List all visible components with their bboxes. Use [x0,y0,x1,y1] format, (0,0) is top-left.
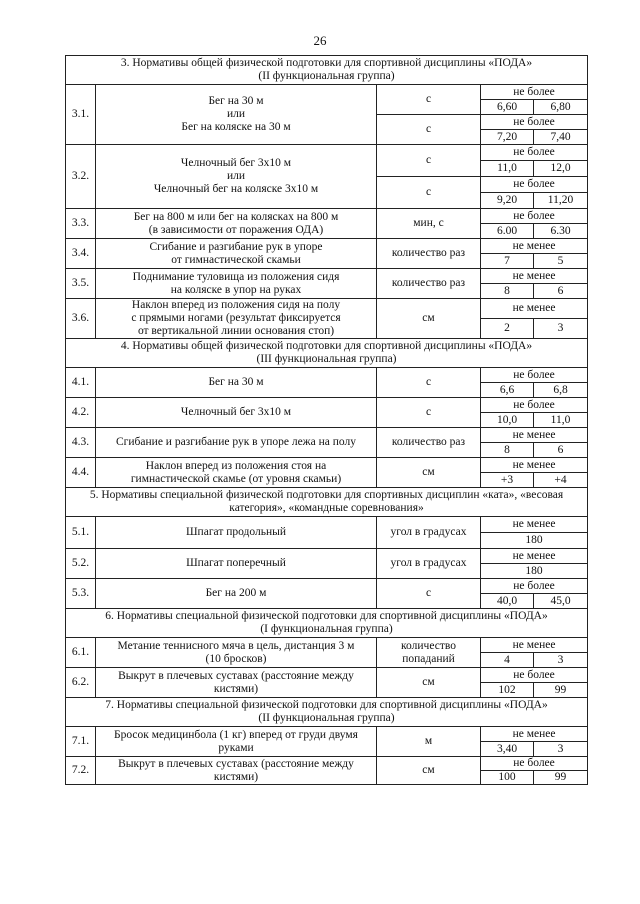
row-number: 3.3. [66,209,96,239]
standards-table [65,55,588,785]
row-number: 3.1. [66,85,96,145]
section-subtitle: (III функциональная группа) [256,353,397,365]
standard-name-line: Бег на коляске на 30 м [181,121,291,133]
standard-name-line: Поднимание туловища из положения сидя [132,270,340,283]
condition: не более [481,145,588,161]
row-number: 3.6. [66,299,96,339]
condition: не более [481,85,588,100]
value: 10,0 [481,413,534,428]
value: 7,40 [534,130,588,145]
section-title [66,339,588,368]
value: 5 [534,254,588,269]
value: 6 [534,284,588,299]
standard-name-line: (в зависимости от поражения ОДА) [148,223,324,236]
standard-name [96,85,377,145]
row-number: 6.1. [66,638,96,668]
standard-name [96,517,377,549]
standard-row [66,299,588,319]
section-subtitle: (II функциональная группа) [258,70,395,82]
standard-name [96,757,377,785]
standard-name-line: кистями) [213,682,259,695]
standard-name-line: от гимнастической скамьи [171,253,301,266]
value: 180 [481,564,588,579]
standard-name-line: Челночный бег 3х10 м [180,406,292,418]
unit: количество попаданий [377,638,481,668]
standard-name [96,209,377,239]
row-number: 5.3. [66,579,96,609]
section-header-row [66,698,588,727]
unit: с [377,115,481,145]
row-number: 4.4. [66,458,96,488]
condition: не более [481,368,588,383]
value: 7,20 [481,130,534,145]
value: 40,0 [481,594,534,609]
standard-name [96,549,377,579]
condition: не более [481,115,588,130]
standard-name-line: Сгибание и разгибание рук в упоре [149,240,323,253]
value: 6,60 [481,100,534,115]
section-header-row [66,339,588,368]
unit: с [377,177,481,209]
unit: угол в градусах [377,549,481,579]
section-title-text: 6. Нормативы специальной физической подготовки для спортивной дисциплины «ПОДА» [105,610,548,622]
section-subtitle: (I функциональная группа) [260,623,393,635]
value: 12,0 [534,161,588,177]
value: 7 [481,254,534,269]
standard-name [96,368,377,398]
value: 9,20 [481,193,534,209]
value: 99 [534,771,588,785]
standard-name-line: Наклон вперед из положения сидя на полу [131,299,341,311]
standard-name-line: Шпагат продольный [185,526,287,538]
row-number: 4.3. [66,428,96,458]
value: +4 [534,473,588,488]
condition: не менее [481,428,588,443]
value: 180 [481,533,588,549]
standard-row [66,368,588,383]
section-header-row [66,609,588,638]
standard-name-line: Сгибание и разгибание рук в упоре лежа на полу [116,436,356,448]
section-title [66,488,588,517]
standard-name-line: кистями) [213,770,259,783]
row-number: 5.2. [66,549,96,579]
value: +3 [481,473,534,488]
value: 6,6 [481,383,534,398]
standard-name [96,458,377,488]
value: 102 [481,683,534,698]
value: 45,0 [534,594,588,609]
value: 6,8 [534,383,588,398]
condition: не менее [481,517,588,533]
row-number: 5.1. [66,517,96,549]
unit: количество раз [377,269,481,299]
standard-name [96,727,377,757]
standard-name-line: Бег на 30 м [208,376,264,388]
condition: не менее [481,269,588,284]
row-number: 3.2. [66,145,96,209]
condition: не менее [481,239,588,254]
row-number: 4.2. [66,398,96,428]
section-subtitle: (II функциональная группа) [258,712,395,724]
standard-name [96,668,377,698]
standard-name-line: Бег на 200 м [205,587,267,599]
condition: не менее [481,458,588,473]
standard-row [66,428,588,443]
condition: не более [481,757,588,771]
value: 6.00 [481,224,534,239]
standard-name-line: или [226,108,246,120]
standard-row [66,398,588,413]
standard-name-line: Бег на 30 м [208,95,264,107]
section-title [66,698,588,727]
condition: не менее [481,549,588,564]
row-number: 7.1. [66,727,96,757]
value: 3,40 [481,742,534,757]
unit: с [377,579,481,609]
standard-row [66,549,588,564]
standard-name-line: Бросок медицинбола (1 кг) вперед от груди двумя [114,728,358,741]
value: 4 [481,653,534,668]
unit: количество раз [377,239,481,269]
condition: не более [481,398,588,413]
standard-name-line: или [226,170,246,182]
standard-name-line: гимнастической скамье (от уровня скамьи) [130,472,342,485]
condition: не менее [481,727,588,742]
value: 8 [481,443,534,458]
standard-name-line: Выкрут в плечевых суставах (расстояние между [118,669,354,682]
unit: с [377,85,481,115]
standard-name [96,239,377,269]
condition: не более [481,177,588,193]
unit: с [377,368,481,398]
standard-name-line: руками [218,741,254,754]
standard-name-line: Шпагат поперечный [186,557,286,569]
standard-name-line: Челночный бег 3х10 м [180,157,292,169]
value: 8 [481,284,534,299]
unit: см [377,668,481,698]
standard-name [96,579,377,609]
row-number: 3.4. [66,239,96,269]
row-number: 7.2. [66,757,96,785]
standard-name-line: (10 бросков) [205,652,267,665]
value: 100 [481,771,534,785]
standard-row [66,517,588,533]
section-title-text: 3. Нормативы общей физической подготовки для спортивной дисциплины «ПОДА» [120,57,533,69]
standard-name [96,269,377,299]
standard-row [66,638,588,653]
standard-name [96,428,377,458]
value: 3 [534,319,588,339]
standard-row [66,85,588,100]
standard-row [66,727,588,742]
unit: см [377,299,481,339]
value: 11,0 [481,161,534,177]
value: 11,20 [534,193,588,209]
standard-name [96,145,377,209]
standard-row [66,269,588,284]
standard-name [96,638,377,668]
standard-name-line: Наклон вперед из положения стоя на [145,459,327,472]
section-title-text: 4. Нормативы общей физической подготовки для спортивной дисциплины «ПОДА» [120,340,533,352]
value: 2 [481,319,534,339]
value: 3 [534,653,588,668]
standard-row [66,239,588,254]
standard-name-line: с прямыми ногами (результат фиксируется [131,312,341,324]
unit: см [377,458,481,488]
row-number: 4.1. [66,368,96,398]
unit: с [377,398,481,428]
unit: см [377,757,481,785]
condition: не менее [481,299,588,319]
standard-name [96,398,377,428]
standard-row [66,209,588,224]
condition: не более [481,209,588,224]
condition: не более [481,579,588,594]
section-title [66,56,588,85]
row-number: 6.2. [66,668,96,698]
standard-name-line: от вертикальной линии основания стоп) [137,325,335,337]
section-title [66,609,588,638]
section-header-row [66,56,588,85]
value: 11,0 [534,413,588,428]
page-number: 26 [313,33,327,48]
value: 99 [534,683,588,698]
unit: мин, с [377,209,481,239]
unit: м [377,727,481,757]
unit: количество раз [377,428,481,458]
standard-row [66,757,588,771]
section-header-row [66,488,588,517]
standard-row [66,579,588,594]
standard-row [66,458,588,473]
condition: не более [481,668,588,683]
standard-name-line: Выкрут в плечевых суставах (расстояние между [118,757,354,770]
value: 6,80 [534,100,588,115]
standard-name-line: Бег на 800 м или бег на колясках на 800 м [133,210,339,223]
standard-row [66,668,588,683]
section-title-text: 7. Нормативы специальной физической подготовки для спортивной дисциплины «ПОДА» [105,699,548,711]
value: 6 [534,443,588,458]
standard-name-line: на коляске в упор на руках [170,283,302,296]
value: 3 [534,742,588,757]
unit: с [377,145,481,177]
standard-row [66,145,588,161]
unit: угол в градусах [377,517,481,549]
condition: не менее [481,638,588,653]
row-number: 3.5. [66,269,96,299]
standard-name [96,299,377,339]
standard-name-line: Челночный бег на коляске 3х10 м [153,183,319,195]
section-title-text: 5. Нормативы специальной физической подготовки для спортивных дисциплин «ката», «весовая категория», «командные соревнования» [89,489,564,514]
standard-name-line: Метание теннисного мяча в цель, дистанция 3 м [117,639,355,652]
value: 6.30 [534,224,588,239]
